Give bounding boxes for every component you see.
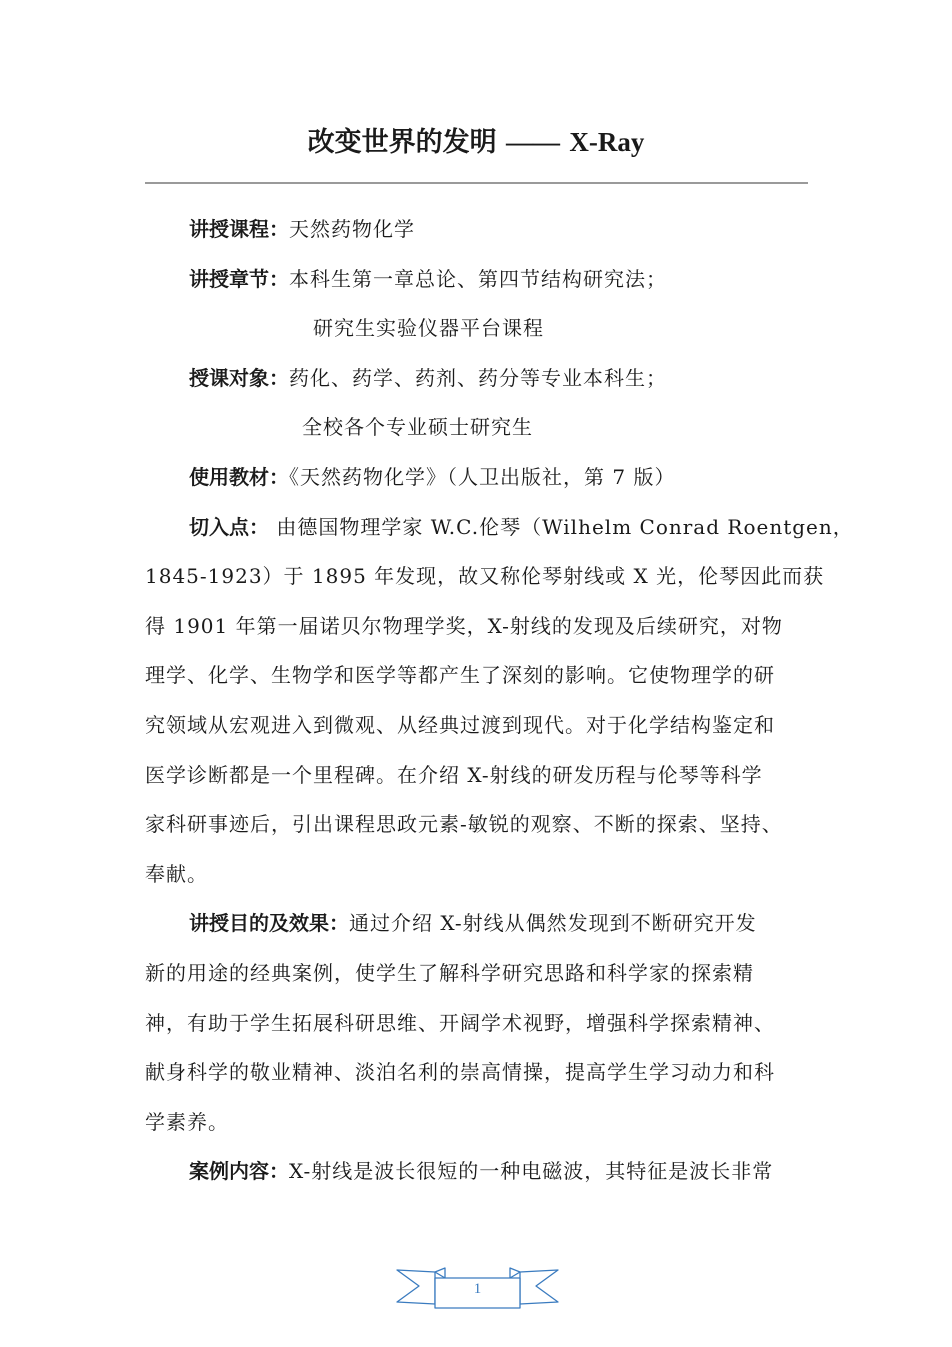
chapter-value-2: 研究生实验仪器平台课程 <box>313 316 544 341</box>
course-value: 天然药物化学 <box>289 217 415 241</box>
page-title <box>0 120 952 159</box>
page-number: 1 <box>473 1281 482 1297</box>
entry-line: 理学、化学、生物学和医学等都产生了深刻的影响。它使物理学的研 <box>145 663 775 688</box>
goal-text: 通过介绍 X-射线从偶然发现到不断研究开发 <box>349 911 757 936</box>
entry-line: 究领域从宏观进入到微观、从经典过渡到现代。对于化学结构鉴定和 <box>145 712 775 737</box>
entry-text: 由德国物理学家 W.C.伦琴（Wilhelm Conrad Roentgen， <box>269 514 854 539</box>
case-label: 案例内容： <box>189 1159 289 1184</box>
document-body <box>145 205 854 1197</box>
case-paragraph <box>145 1147 808 1197</box>
entry-line: 1845-1923）于 1895 年发现，故又称伦琴射线或 X 光，伦琴因此而获 <box>145 564 825 589</box>
entry-line: 奉献。 <box>145 861 208 886</box>
chapter-value: 本科生第一章总论、第四节结构研究法； <box>289 266 667 291</box>
page-footer <box>395 1266 560 1312</box>
goal-line: 新的用途的经典案例，使学生了解科学研究思路和科学家的探索精 <box>145 960 754 985</box>
textbook-row <box>145 453 808 503</box>
audience-row <box>145 354 808 404</box>
title-divider <box>145 182 808 184</box>
case-line <box>145 1147 808 1197</box>
audience-value-2: 全校各个专业硕士研究生 <box>302 415 533 440</box>
entry-line <box>145 503 854 553</box>
textbook-value: 《天然药物化学》（人卫出版社，第 7 版） <box>289 464 676 489</box>
entry-line: 医学诊断都是一个里程碑。在介绍 X-射线的研发历程与伦琴等科学 <box>145 762 763 787</box>
audience-value: 药化、药学、药剂、药分等专业本科生； <box>289 365 667 390</box>
goal-line: 献身科学的敬业精神、淡泊名利的崇高情操，提高学生学习动力和科 <box>145 1060 775 1085</box>
textbook-label: 使用教材： <box>189 464 289 489</box>
chapter-row <box>145 255 808 305</box>
goal-label: 讲授目的及效果： <box>189 911 349 936</box>
course-row <box>145 205 808 255</box>
title-chinese: 改变世界的发明 <box>307 127 497 158</box>
entry-paragraph <box>145 503 854 900</box>
goal-line: 神，有助于学生拓展科研思维、开阔学术视野，增强科学探索精神、 <box>145 1010 775 1035</box>
goal-line: 学素养。 <box>145 1109 229 1134</box>
chapter-row-continued <box>145 304 808 354</box>
entry-label: 切入点： <box>189 514 269 539</box>
title-dash: —— <box>506 127 560 157</box>
title-latin: X-Ray <box>569 127 645 157</box>
entry-line: 得 1901 年第一届诺贝尔物理学奖，X-射线的发现及后续研究，对物 <box>145 613 783 638</box>
audience-row-continued <box>145 403 808 453</box>
course-label: 讲授课程： <box>189 217 289 241</box>
case-text: X-射线是波长很短的一种电磁波，其特征是波长非常 <box>289 1159 774 1184</box>
entry-line: 家科研事迹后，引出课程思政元素-敏锐的观察、不断的探索、坚持、 <box>145 812 783 837</box>
goal-paragraph <box>145 899 808 1147</box>
audience-label: 授课对象： <box>189 365 289 390</box>
chapter-label: 讲授章节： <box>189 266 289 291</box>
goal-line <box>145 899 808 949</box>
